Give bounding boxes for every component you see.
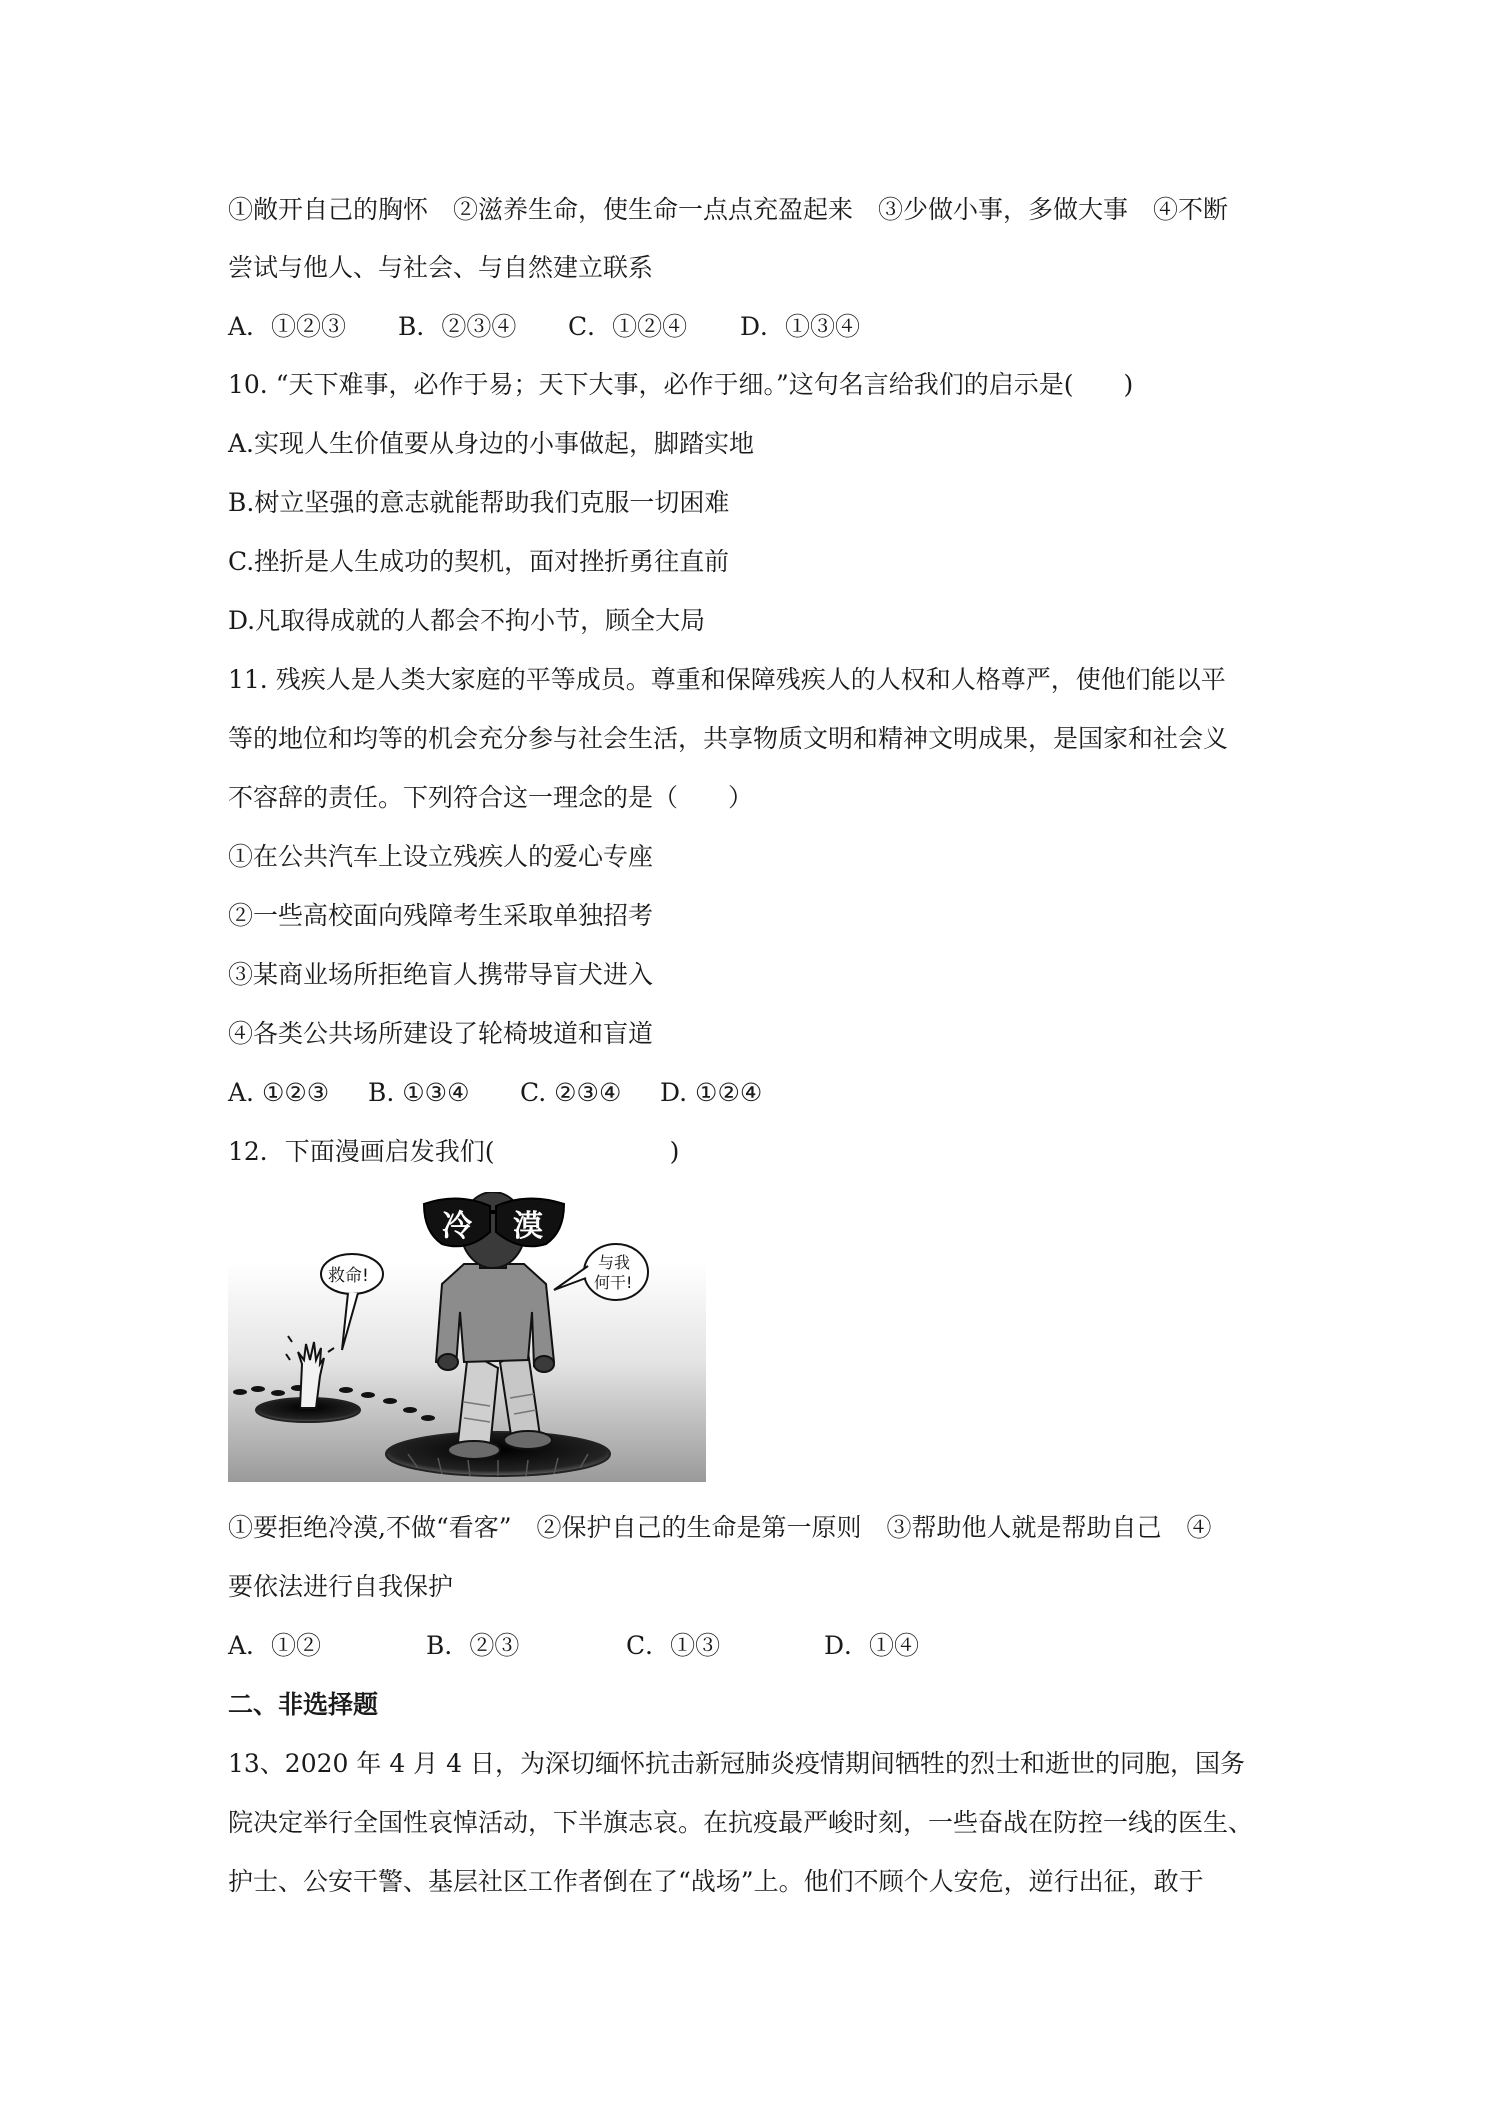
q12-option-c: C．①③ (626, 1631, 721, 1660)
glasses-right-text: 漠 (513, 1209, 543, 1244)
q13-line-2: 院决定举行全国性哀悼活动，下半旗志哀。在抗疫最严峻时刻，一些奋战在防控一线的医生、 (228, 1808, 1254, 1837)
q11-item-2: ②一些高校面向残障考生采取单独招考 (228, 901, 654, 930)
right-bubble-text-line-2: 何干! (594, 1273, 633, 1292)
q11-options (228, 1075, 762, 1111)
q11-stem-line-1: 11. 残疾人是人类大家庭的平等成员。尊重和保障残疾人的人权和人格尊严，使他们能以平 (228, 665, 1226, 694)
q12-statement-line-1: ①要拒绝冷漠,不做“看客” ②保护自己的生命是第一原则 ③帮助他人就是帮助自己 ④ (228, 1513, 1212, 1542)
q12-option-d: D．①④ (824, 1631, 920, 1660)
q10-option-c: C.挫折是人生成功的契机，面对挫折勇往直前 (228, 547, 730, 576)
q11-option-d: D. ①②④ (660, 1078, 763, 1107)
q11-option-b: B. ①③④ (368, 1078, 470, 1107)
q10-option-b: B.树立坚强的意志就能帮助我们克服一切困难 (228, 488, 730, 517)
q13-line-3: 护士、公安干警、基层社区工作者倒在了“战场”上。他们不顾个人安危，逆行出征，敢于 (228, 1867, 1204, 1896)
q9-option-a: A．①②③ (228, 312, 347, 341)
q9-option-b: B．②③④ (398, 312, 517, 341)
q11-item-3: ③某商业场所拒绝盲人携带导盲犬进入 (228, 960, 654, 989)
q10-option-d: D.凡取得成就的人都会不拘小节，顾全大局 (228, 606, 706, 635)
glasses-left-text: 冷 (442, 1209, 472, 1244)
q12-statement-line-2: 要依法进行自我保护 (228, 1572, 454, 1601)
q11-item-4: ④各类公共场所建设了轮椅坡道和盲道 (228, 1019, 654, 1048)
q12-options (228, 1628, 919, 1664)
q9-option-d: D．①③④ (740, 312, 861, 341)
left-bubble-text: 救命! (328, 1266, 369, 1286)
q12-stem: 12．下面漫画启发我们( ) (228, 1137, 680, 1166)
q10-option-a: A.实现人生价值要从身边的小事做起，脚踏实地 (228, 429, 755, 458)
q9-statement-line-2: 尝试与他人、与社会、与自然建立联系 (228, 253, 654, 282)
q9-options (228, 309, 860, 345)
q11-stem-line-3: 不容辞的责任。下列符合这一理念的是（ ） (228, 783, 754, 812)
q13-line-1: 13、2020 年 4 月 4 日，为深切缅怀抗击新冠肺炎疫情期间牺牲的烈士和逝世的同胞，国务 (228, 1749, 1245, 1778)
q11-option-a: A. ①②③ (228, 1078, 330, 1107)
q11-stem-line-2: 等的地位和均等的机会充分参与社会生活，共享物质文明和精神文明成果，是国家和社会义 (228, 724, 1229, 753)
q9-option-c: C．①②④ (568, 312, 688, 341)
q11-option-c: C. ②③④ (520, 1078, 622, 1107)
q12-option-b: B．②③ (426, 1631, 520, 1660)
q11-item-1: ①在公共汽车上设立残疾人的爱心专座 (228, 842, 654, 871)
q10-stem: 10. “天下难事，必作于易；天下大事，必作于细。”这句名言给我们的启示是( ) (228, 370, 1134, 399)
right-bubble-text-line-1: 与我 (598, 1253, 631, 1272)
q12-option-a: A．①② (228, 1631, 322, 1660)
section-title: 二、非选择题 (228, 1690, 379, 1719)
cartoon-image (228, 1192, 706, 1482)
q9-statement-line-1: ①敞开自己的胸怀 ②滋养生命，使生命一点点充盈起来 ③少做小事，多做大事 ④不断 (228, 195, 1229, 224)
